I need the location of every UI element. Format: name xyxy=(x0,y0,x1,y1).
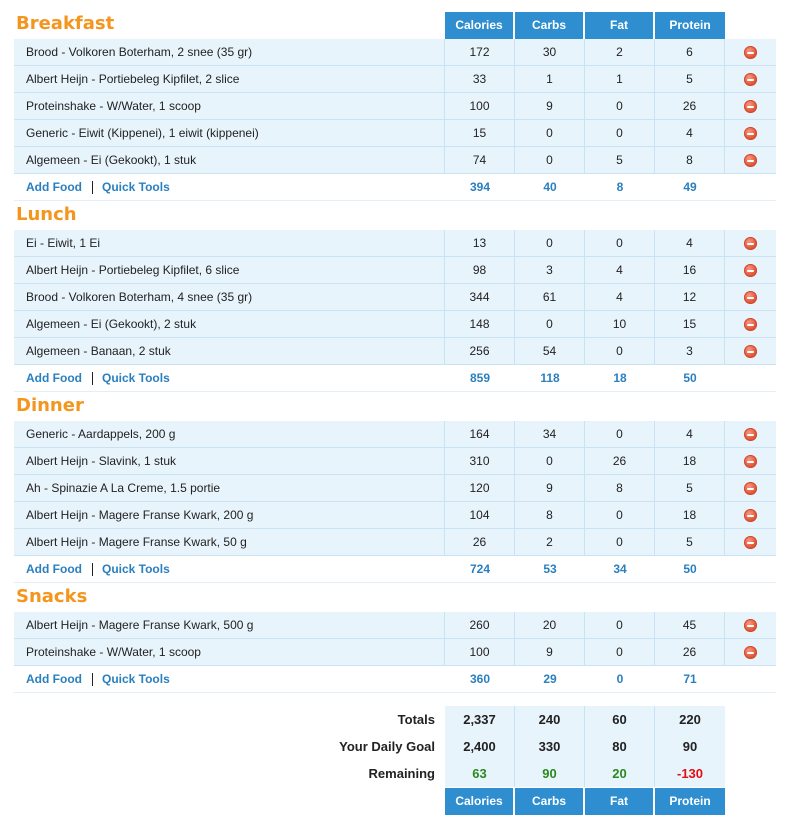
food-entry-calories: 98 xyxy=(445,257,515,284)
column-footer-fat: Fat xyxy=(585,788,655,815)
remove-icon[interactable] xyxy=(744,509,757,522)
food-entry-row xyxy=(14,639,776,666)
link-separator xyxy=(92,181,93,194)
remove-icon[interactable] xyxy=(744,127,757,140)
food-entry-fat: 4 xyxy=(585,257,655,284)
food-entry-carbs: 0 xyxy=(515,311,585,338)
food-entry-protein: 6 xyxy=(655,39,725,66)
remove-entry-button[interactable] xyxy=(725,147,776,174)
food-entry-fat: 5 xyxy=(585,147,655,174)
food-entry-protein: 18 xyxy=(655,502,725,529)
goal-fat: 80 xyxy=(585,733,655,760)
food-entry-fat: 2 xyxy=(585,39,655,66)
meal-actions xyxy=(14,666,445,693)
food-entry-protein: 26 xyxy=(655,93,725,120)
add-food-link[interactable]: Add Food xyxy=(26,672,82,686)
food-entry-calories: 13 xyxy=(445,230,515,257)
add-food-link[interactable]: Add Food xyxy=(26,562,82,576)
link-separator xyxy=(92,673,93,686)
remove-entry-button[interactable] xyxy=(725,311,776,338)
food-entry-fat: 26 xyxy=(585,448,655,475)
food-entry-fat: 0 xyxy=(585,230,655,257)
food-entry-calories: 33 xyxy=(445,66,515,93)
food-entry-name[interactable]: Albert Heijn - Magere Franse Kwark, 200 g xyxy=(14,502,445,529)
food-entry-carbs: 34 xyxy=(515,421,585,448)
food-entry-carbs: 9 xyxy=(515,93,585,120)
meal-total-protein: 49 xyxy=(683,180,697,194)
remaining-label: Remaining xyxy=(368,766,435,781)
food-entry-row xyxy=(14,421,776,448)
totals-fat: 60 xyxy=(585,706,655,733)
food-entry-carbs: 1 xyxy=(515,66,585,93)
meal-total-fat: 8 xyxy=(616,180,624,194)
food-entry-carbs: 0 xyxy=(515,120,585,147)
remaining-row xyxy=(14,760,776,787)
food-entry-protein: 45 xyxy=(655,612,725,639)
food-entry-name[interactable]: Brood - Volkoren Boterham, 2 snee (35 gr) xyxy=(14,39,445,66)
remove-icon[interactable] xyxy=(744,318,757,331)
remove-entry-button[interactable] xyxy=(725,502,776,529)
remove-entry-button[interactable] xyxy=(725,39,776,66)
column-footer-protein: Protein xyxy=(655,788,725,815)
meal-total-calories: 724 xyxy=(469,562,491,576)
food-entry-protein: 12 xyxy=(655,284,725,311)
remove-entry-button[interactable] xyxy=(725,529,776,556)
food-entry-row xyxy=(14,230,776,257)
food-entry-name[interactable]: Generic - Eiwit (Kippenei), 1 eiwit (kippenei) xyxy=(14,120,445,147)
totals-label: Totals xyxy=(397,712,435,727)
food-entry-carbs: 61 xyxy=(515,284,585,311)
food-entry-fat: 8 xyxy=(585,475,655,502)
column-header-carbs: Carbs xyxy=(515,12,585,39)
food-entry-carbs: 8 xyxy=(515,502,585,529)
meal-total-calories: 859 xyxy=(469,371,491,385)
food-entry-row xyxy=(14,39,776,66)
quick-tools-link[interactable]: Quick Tools xyxy=(101,371,170,385)
goal-carbs: 330 xyxy=(515,733,585,760)
food-entry-calories: 120 xyxy=(445,475,515,502)
food-entry-name[interactable]: Algemeen - Ei (Gekookt), 2 stuk xyxy=(14,311,445,338)
food-entry-carbs: 2 xyxy=(515,529,585,556)
column-header-row xyxy=(14,0,776,32)
remove-icon[interactable] xyxy=(744,46,757,59)
food-entry-carbs: 0 xyxy=(515,230,585,257)
food-entry-row xyxy=(14,147,776,174)
food-entry-fat: 0 xyxy=(585,639,655,666)
remove-icon[interactable] xyxy=(744,154,757,167)
remove-icon[interactable] xyxy=(744,291,757,304)
remove-icon[interactable] xyxy=(744,536,757,549)
daily-goal-label: Your Daily Goal xyxy=(339,739,435,754)
column-footer-row xyxy=(14,788,776,815)
food-entry-carbs: 9 xyxy=(515,475,585,502)
food-entry-carbs: 3 xyxy=(515,257,585,284)
food-entry-row xyxy=(14,284,776,311)
remove-icon[interactable] xyxy=(744,646,757,659)
lunch-totals-row xyxy=(14,365,776,392)
link-separator xyxy=(92,372,93,385)
meal-total-protein: 50 xyxy=(683,371,697,385)
meal-total-protein: 71 xyxy=(683,672,697,686)
remove-entry-button[interactable] xyxy=(725,284,776,311)
remove-entry-button[interactable] xyxy=(725,612,776,639)
add-food-link[interactable]: Add Food xyxy=(26,180,82,194)
food-entry-name[interactable]: Algemeen - Banaan, 2 stuk xyxy=(14,338,445,365)
food-entry-row xyxy=(14,311,776,338)
food-entry-calories: 26 xyxy=(445,529,515,556)
quick-tools-link[interactable]: Quick Tools xyxy=(101,562,170,576)
food-entry-calories: 172 xyxy=(445,39,515,66)
food-entry-carbs: 20 xyxy=(515,612,585,639)
remove-entry-button[interactable] xyxy=(725,448,776,475)
food-entry-fat: 4 xyxy=(585,284,655,311)
goal-protein: 90 xyxy=(655,733,725,760)
quick-tools-link[interactable]: Quick Tools xyxy=(101,180,170,194)
remove-icon[interactable] xyxy=(744,73,757,86)
food-entry-row xyxy=(14,338,776,365)
meal-total-fat: 0 xyxy=(616,672,624,686)
add-food-link[interactable]: Add Food xyxy=(26,371,82,385)
food-entry-row xyxy=(14,612,776,639)
remove-entry-button[interactable] xyxy=(725,120,776,147)
meal-total-calories: 360 xyxy=(469,672,491,686)
food-entry-calories: 15 xyxy=(445,120,515,147)
meal-total-fat: 34 xyxy=(613,562,627,576)
meal-total-carbs: 118 xyxy=(540,371,560,385)
food-entry-protein: 4 xyxy=(655,230,725,257)
food-entry-name[interactable]: Albert Heijn - Magere Franse Kwark, 50 g xyxy=(14,529,445,556)
meal-total-carbs: 40 xyxy=(543,180,557,194)
food-entry-name[interactable]: Albert Heijn - Slavink, 1 stuk xyxy=(14,448,445,475)
totals-protein: 220 xyxy=(655,706,725,733)
meal-actions xyxy=(14,174,445,201)
meal-total-carbs: 53 xyxy=(543,562,557,576)
remaining-calories: 63 xyxy=(445,760,515,787)
food-entry-protein: 4 xyxy=(655,120,725,147)
food-entry-carbs: 30 xyxy=(515,39,585,66)
food-entry-protein: 3 xyxy=(655,338,725,365)
food-entry-row xyxy=(14,475,776,502)
food-entry-protein: 18 xyxy=(655,448,725,475)
food-entry-name[interactable]: Proteinshake - W/Water, 1 scoop xyxy=(14,93,445,120)
food-entry-name[interactable]: Albert Heijn - Portiebeleg Kipfilet, 6 slice xyxy=(14,257,445,284)
food-entry-fat: 0 xyxy=(585,338,655,365)
snacks-title: Snacks xyxy=(16,586,88,607)
food-entry-row xyxy=(14,502,776,529)
column-footer-carbs: Carbs xyxy=(515,788,585,815)
food-entry-calories: 148 xyxy=(445,311,515,338)
food-entry-fat: 1 xyxy=(585,66,655,93)
totals-calories: 2,337 xyxy=(445,706,515,733)
food-entry-protein: 4 xyxy=(655,421,725,448)
remaining-fat: 20 xyxy=(585,760,655,787)
quick-tools-link[interactable]: Quick Tools xyxy=(101,672,170,686)
food-entry-fat: 10 xyxy=(585,311,655,338)
meal-actions xyxy=(14,556,445,583)
remove-icon[interactable] xyxy=(744,264,757,277)
daily-goal-row xyxy=(14,733,776,760)
food-entry-row xyxy=(14,93,776,120)
remove-icon[interactable] xyxy=(744,482,757,495)
food-entry-calories: 100 xyxy=(445,639,515,666)
food-entry-calories: 100 xyxy=(445,93,515,120)
goal-calories: 2,400 xyxy=(445,733,515,760)
food-entry-row xyxy=(14,448,776,475)
remaining-carbs: 90 xyxy=(515,760,585,787)
food-entry-protein: 16 xyxy=(655,257,725,284)
food-entry-row xyxy=(14,66,776,93)
food-entry-fat: 0 xyxy=(585,421,655,448)
food-entry-calories: 74 xyxy=(445,147,515,174)
meal-total-fat: 18 xyxy=(613,371,627,385)
remaining-protein: -130 xyxy=(655,760,725,787)
food-entry-protein: 8 xyxy=(655,147,725,174)
food-entry-calories: 164 xyxy=(445,421,515,448)
food-entry-name[interactable]: Ah - Spinazie A La Creme, 1.5 portie xyxy=(14,475,445,502)
dinner-totals-row xyxy=(14,556,776,583)
food-entry-name[interactable]: Proteinshake - W/Water, 1 scoop xyxy=(14,639,445,666)
food-entry-fat: 0 xyxy=(585,93,655,120)
food-entry-name[interactable]: Albert Heijn - Portiebeleg Kipfilet, 2 slice xyxy=(14,66,445,93)
meal-actions xyxy=(14,365,445,392)
food-entry-row xyxy=(14,257,776,284)
food-entry-calories: 310 xyxy=(445,448,515,475)
food-entry-calories: 260 xyxy=(445,612,515,639)
food-entry-protein: 5 xyxy=(655,66,725,93)
remove-entry-button[interactable] xyxy=(725,230,776,257)
totals-carbs: 240 xyxy=(515,706,585,733)
food-entry-fat: 0 xyxy=(585,612,655,639)
remove-icon[interactable] xyxy=(744,428,757,441)
food-entry-calories: 256 xyxy=(445,338,515,365)
food-entry-name[interactable]: Generic - Aardappels, 200 g xyxy=(14,421,445,448)
food-entry-fat: 0 xyxy=(585,529,655,556)
food-entry-name[interactable]: Albert Heijn - Magere Franse Kwark, 500 g xyxy=(14,612,445,639)
remove-entry-button[interactable] xyxy=(725,338,776,365)
meal-total-protein: 50 xyxy=(683,562,697,576)
food-entry-protein: 5 xyxy=(655,529,725,556)
food-entry-row xyxy=(14,120,776,147)
remove-entry-button[interactable] xyxy=(725,475,776,502)
remove-icon[interactable] xyxy=(744,619,757,632)
meal-total-calories: 394 xyxy=(469,180,491,194)
snacks-totals-row xyxy=(14,666,776,693)
lunch-title: Lunch xyxy=(16,204,77,225)
food-entry-name[interactable]: Ei - Eiwit, 1 Ei xyxy=(14,230,445,257)
food-entry-protein: 5 xyxy=(655,475,725,502)
column-footer-calories: Calories xyxy=(445,788,515,815)
food-entry-carbs: 0 xyxy=(515,147,585,174)
remove-entry-button[interactable] xyxy=(725,421,776,448)
remove-entry-button[interactable] xyxy=(725,639,776,666)
column-header-protein: Protein xyxy=(655,12,725,39)
link-separator xyxy=(92,563,93,576)
food-entry-name[interactable]: Algemeen - Ei (Gekookt), 1 stuk xyxy=(14,147,445,174)
food-entry-calories: 104 xyxy=(445,502,515,529)
breakfast-title: Breakfast xyxy=(16,13,115,34)
food-entry-carbs: 0 xyxy=(515,448,585,475)
food-entry-calories: 344 xyxy=(445,284,515,311)
meal-total-carbs: 29 xyxy=(543,672,557,686)
breakfast-totals-row xyxy=(14,174,776,201)
remove-entry-button[interactable] xyxy=(725,66,776,93)
remove-icon[interactable] xyxy=(744,100,757,113)
food-entry-carbs: 9 xyxy=(515,639,585,666)
column-header-fat: Fat xyxy=(585,12,655,39)
food-entry-fat: 0 xyxy=(585,120,655,147)
food-entry-row xyxy=(14,529,776,556)
food-entry-carbs: 54 xyxy=(515,338,585,365)
food-entry-fat: 0 xyxy=(585,502,655,529)
remove-icon[interactable] xyxy=(744,237,757,250)
remove-entry-button[interactable] xyxy=(725,93,776,120)
food-entry-protein: 15 xyxy=(655,311,725,338)
column-header-calories: Calories xyxy=(445,12,515,39)
dinner-title: Dinner xyxy=(16,395,84,416)
food-entry-protein: 26 xyxy=(655,639,725,666)
remove-icon[interactable] xyxy=(744,455,757,468)
totals-row xyxy=(14,706,776,733)
remove-entry-button[interactable] xyxy=(725,257,776,284)
food-entry-name[interactable]: Brood - Volkoren Boterham, 4 snee (35 gr) xyxy=(14,284,445,311)
remove-icon[interactable] xyxy=(744,345,757,358)
